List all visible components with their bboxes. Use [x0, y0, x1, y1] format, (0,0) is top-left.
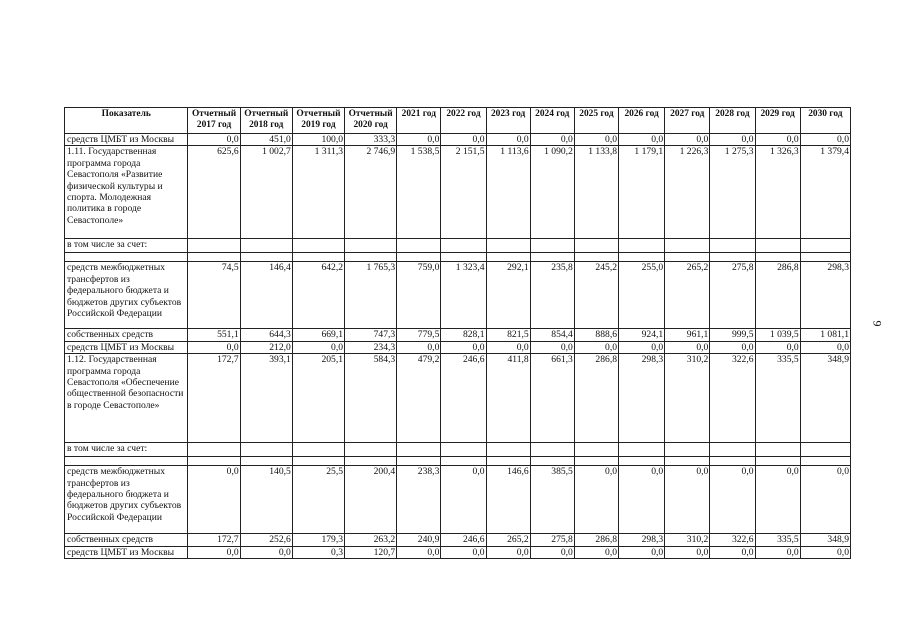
- value-cell: 0,3: [292, 546, 344, 558]
- value-cell: 0,0: [441, 466, 486, 534]
- table-row: [65, 443, 851, 457]
- header-year: Отчетный 2017 год: [188, 108, 240, 134]
- spacer-cell: [292, 457, 344, 466]
- value-cell: 0,0: [665, 546, 710, 558]
- value-cell: 172,7: [188, 534, 240, 546]
- spacer-row: [65, 253, 851, 262]
- value-cell: 0,0: [397, 546, 441, 558]
- row-label: 1.11. Государственная программа города Севастополя «Развитие физической культуры и спорта. Молодежная политика в городе Севастополе»: [65, 146, 188, 239]
- header-year: 2026 год: [619, 108, 665, 134]
- value-cell: 1 081,1: [800, 329, 850, 341]
- row-label: в том числе за счет:: [65, 239, 188, 253]
- value-cell: 0,0: [800, 134, 850, 146]
- spacer-cell: [574, 253, 618, 262]
- value-cell: 238,3: [397, 466, 441, 534]
- spacer-cell: [292, 253, 344, 262]
- value-cell: 0,0: [574, 466, 618, 534]
- value-cell: 1 179,1: [619, 146, 665, 239]
- spacer-cell: [800, 253, 850, 262]
- value-cell: 0,0: [755, 466, 800, 534]
- value-cell: 759,0: [397, 262, 441, 329]
- value-cell: 246,6: [441, 534, 486, 546]
- value-cell: 1 226,3: [665, 146, 710, 239]
- header-year: Отчетный 2019 год: [292, 108, 344, 134]
- value-cell: 0,0: [188, 466, 240, 534]
- header-year: Отчетный 2018 год: [240, 108, 292, 134]
- value-cell: 0,0: [188, 546, 240, 558]
- header-year: 2030 год: [800, 108, 850, 134]
- value-cell: 2 746,9: [345, 146, 397, 239]
- header-year: 2021 год: [397, 108, 441, 134]
- header-year: 2027 год: [665, 108, 710, 134]
- value-cell: 246,6: [441, 354, 486, 443]
- row-label: собственных средств: [65, 534, 188, 546]
- value-cell: 1 538,5: [397, 146, 441, 239]
- table-row: [65, 134, 851, 146]
- value-cell: 275,8: [710, 262, 755, 329]
- value-cell: 333,3: [345, 134, 397, 146]
- value-cell: 924,1: [619, 329, 665, 341]
- row-label: собственных средств: [65, 329, 188, 341]
- value-cell: 642,2: [292, 262, 344, 329]
- value-cell: 0,0: [292, 341, 344, 353]
- value-cell: 298,3: [800, 262, 850, 329]
- value-cell: 1 002,7: [240, 146, 292, 239]
- value-cell: 0,0: [486, 341, 530, 353]
- value-cell: 140,5: [240, 466, 292, 534]
- spacer-cell: [619, 253, 665, 262]
- value-cell: 0,0: [441, 341, 486, 353]
- value-cell: 179,3: [292, 534, 344, 546]
- value-cell: 322,6: [710, 534, 755, 546]
- value-cell: 828,1: [441, 329, 486, 341]
- value-cell: 1 326,3: [755, 146, 800, 239]
- value-cell: 286,8: [755, 262, 800, 329]
- value-cell: 0,0: [710, 466, 755, 534]
- header-row: [65, 108, 851, 134]
- value-cell: 661,3: [530, 354, 574, 443]
- value-cell: 298,3: [619, 354, 665, 443]
- value-cell: [800, 239, 850, 253]
- value-cell: 0,0: [397, 341, 441, 353]
- spacer-cell: [188, 457, 240, 466]
- value-cell: 0,0: [800, 341, 850, 353]
- value-cell: 644,3: [240, 329, 292, 341]
- spacer-cell: [710, 457, 755, 466]
- value-cell: 0,0: [800, 546, 850, 558]
- value-cell: 0,0: [619, 341, 665, 353]
- header-indicator: Показатель: [65, 108, 188, 134]
- value-cell: [755, 239, 800, 253]
- value-cell: 200,4: [345, 466, 397, 534]
- header-year: 2023 год: [486, 108, 530, 134]
- value-cell: [486, 443, 530, 457]
- table-row: [65, 329, 851, 341]
- value-cell: 74,5: [188, 262, 240, 329]
- value-cell: 0,0: [665, 341, 710, 353]
- table-row: [65, 546, 851, 558]
- value-cell: 146,6: [486, 466, 530, 534]
- spacer-cell: [397, 457, 441, 466]
- value-cell: 1 323,4: [441, 262, 486, 329]
- value-cell: 999,5: [710, 329, 755, 341]
- spacer-cell: [240, 253, 292, 262]
- value-cell: [486, 239, 530, 253]
- value-cell: 854,4: [530, 329, 574, 341]
- row-label: в том числе за счет:: [65, 443, 188, 457]
- value-cell: [188, 443, 240, 457]
- value-cell: 0,0: [665, 466, 710, 534]
- budget-table: [64, 107, 851, 559]
- value-cell: 1 275,3: [710, 146, 755, 239]
- value-cell: 0,0: [619, 466, 665, 534]
- value-cell: 0,0: [530, 134, 574, 146]
- value-cell: [619, 443, 665, 457]
- value-cell: 393,1: [240, 354, 292, 443]
- value-cell: 275,8: [530, 534, 574, 546]
- value-cell: 1 039,5: [755, 329, 800, 341]
- value-cell: [530, 443, 574, 457]
- value-cell: [240, 239, 292, 253]
- page-number: 9: [870, 320, 885, 327]
- header-year: 2024 год: [530, 108, 574, 134]
- value-cell: 0,0: [441, 546, 486, 558]
- value-cell: 0,0: [397, 134, 441, 146]
- value-cell: 888,6: [574, 329, 618, 341]
- value-cell: 245,2: [574, 262, 618, 329]
- table-row: [65, 239, 851, 253]
- spacer-cell: [574, 457, 618, 466]
- value-cell: 0,0: [800, 466, 850, 534]
- spacer-cell: [486, 457, 530, 466]
- value-cell: 235,8: [530, 262, 574, 329]
- value-cell: 0,0: [441, 134, 486, 146]
- spacer-cell: [65, 253, 188, 262]
- spacer-cell: [188, 253, 240, 262]
- value-cell: [397, 239, 441, 253]
- value-cell: 255,0: [619, 262, 665, 329]
- value-cell: 265,2: [486, 534, 530, 546]
- value-cell: 310,2: [665, 354, 710, 443]
- header-year: Отчетный 2020 год: [345, 108, 397, 134]
- value-cell: [292, 239, 344, 253]
- spacer-cell: [240, 457, 292, 466]
- value-cell: [397, 443, 441, 457]
- value-cell: 779,5: [397, 329, 441, 341]
- value-cell: [240, 443, 292, 457]
- value-cell: [441, 239, 486, 253]
- value-cell: 2 151,5: [441, 146, 486, 239]
- spacer-cell: [397, 253, 441, 262]
- value-cell: 335,5: [755, 354, 800, 443]
- value-cell: [292, 443, 344, 457]
- spacer-cell: [530, 457, 574, 466]
- spacer-cell: [65, 457, 188, 466]
- header-year: 2029 год: [755, 108, 800, 134]
- value-cell: 0,0: [710, 341, 755, 353]
- row-label: 1.12. Государственная программа города Севастополя «Обеспечение общественной безопасности в городе Севастополе»: [65, 354, 188, 443]
- value-cell: 669,1: [292, 329, 344, 341]
- spacer-cell: [755, 253, 800, 262]
- value-cell: [665, 443, 710, 457]
- value-cell: 0,0: [188, 134, 240, 146]
- value-cell: 1 133,8: [574, 146, 618, 239]
- value-cell: 252,6: [240, 534, 292, 546]
- value-cell: [345, 239, 397, 253]
- value-cell: [755, 443, 800, 457]
- value-cell: 0,0: [755, 341, 800, 353]
- value-cell: 205,1: [292, 354, 344, 443]
- value-cell: 348,9: [800, 354, 850, 443]
- value-cell: 25,5: [292, 466, 344, 534]
- spacer-cell: [665, 253, 710, 262]
- header-year: 2022 год: [441, 108, 486, 134]
- value-cell: 234,3: [345, 341, 397, 353]
- value-cell: 0,0: [240, 546, 292, 558]
- spacer-cell: [441, 457, 486, 466]
- value-cell: 747,3: [345, 329, 397, 341]
- row-label: средств межбюджетных трансфертов из федерального бюджета и бюджетов других субъектов Российской Федерации: [65, 466, 188, 534]
- spacer-cell: [345, 457, 397, 466]
- value-cell: 0,0: [486, 546, 530, 558]
- value-cell: 0,0: [530, 341, 574, 353]
- value-cell: 1 090,2: [530, 146, 574, 239]
- value-cell: 0,0: [574, 546, 618, 558]
- value-cell: 0,0: [486, 134, 530, 146]
- row-label: средств ЦМБТ из Москвы: [65, 546, 188, 558]
- value-cell: 172,7: [188, 354, 240, 443]
- value-cell: 385,5: [530, 466, 574, 534]
- value-cell: [665, 239, 710, 253]
- value-cell: 0,0: [619, 134, 665, 146]
- value-cell: 0,0: [755, 134, 800, 146]
- value-cell: 292,1: [486, 262, 530, 329]
- value-cell: 0,0: [665, 134, 710, 146]
- value-cell: 1 765,3: [345, 262, 397, 329]
- spacer-cell: [665, 457, 710, 466]
- table-row: [65, 534, 851, 546]
- value-cell: [530, 239, 574, 253]
- value-cell: 411,8: [486, 354, 530, 443]
- value-cell: 0,0: [619, 546, 665, 558]
- value-cell: [710, 443, 755, 457]
- value-cell: 451,0: [240, 134, 292, 146]
- value-cell: 348,9: [800, 534, 850, 546]
- value-cell: 263,2: [345, 534, 397, 546]
- spacer-cell: [710, 253, 755, 262]
- value-cell: 0,0: [530, 546, 574, 558]
- row-label: средств межбюджетных трансфертов из федерального бюджета и бюджетов других субъектов Российской Федерации: [65, 262, 188, 329]
- row-label: средств ЦМБТ из Москвы: [65, 341, 188, 353]
- spacer-cell: [755, 457, 800, 466]
- spacer-cell: [800, 457, 850, 466]
- value-cell: [800, 443, 850, 457]
- table-row: [65, 262, 851, 329]
- value-cell: 0,0: [188, 341, 240, 353]
- value-cell: 286,8: [574, 534, 618, 546]
- value-cell: 310,2: [665, 534, 710, 546]
- table-row: [65, 466, 851, 534]
- value-cell: [574, 239, 618, 253]
- value-cell: 322,6: [710, 354, 755, 443]
- spacer-cell: [530, 253, 574, 262]
- value-cell: 286,8: [574, 354, 618, 443]
- header-year: 2028 год: [710, 108, 755, 134]
- value-cell: 0,0: [574, 134, 618, 146]
- value-cell: [345, 443, 397, 457]
- value-cell: [188, 239, 240, 253]
- value-cell: 0,0: [710, 546, 755, 558]
- value-cell: 0,0: [574, 341, 618, 353]
- row-label: средств ЦМБТ из Москвы: [65, 134, 188, 146]
- value-cell: 1 379,4: [800, 146, 850, 239]
- value-cell: 146,4: [240, 262, 292, 329]
- value-cell: 0,0: [755, 546, 800, 558]
- value-cell: [710, 239, 755, 253]
- value-cell: 0,0: [710, 134, 755, 146]
- value-cell: 1 113,6: [486, 146, 530, 239]
- value-cell: 212,0: [240, 341, 292, 353]
- value-cell: 821,5: [486, 329, 530, 341]
- value-cell: [619, 239, 665, 253]
- spacer-cell: [619, 457, 665, 466]
- header-year: 2025 год: [574, 108, 618, 134]
- table-row: [65, 341, 851, 353]
- spacer-cell: [441, 253, 486, 262]
- value-cell: 120,7: [345, 546, 397, 558]
- value-cell: 265,2: [665, 262, 710, 329]
- value-cell: [574, 443, 618, 457]
- table-row: [65, 354, 851, 443]
- value-cell: 479,2: [397, 354, 441, 443]
- value-cell: 1 311,3: [292, 146, 344, 239]
- table-row: [65, 146, 851, 239]
- value-cell: [441, 443, 486, 457]
- value-cell: 335,5: [755, 534, 800, 546]
- value-cell: 240,9: [397, 534, 441, 546]
- spacer-cell: [486, 253, 530, 262]
- spacer-row: [65, 457, 851, 466]
- value-cell: 625,6: [188, 146, 240, 239]
- value-cell: 961,1: [665, 329, 710, 341]
- value-cell: 584,3: [345, 354, 397, 443]
- spacer-cell: [345, 253, 397, 262]
- value-cell: 298,3: [619, 534, 665, 546]
- value-cell: 551,1: [188, 329, 240, 341]
- value-cell: 100,0: [292, 134, 344, 146]
